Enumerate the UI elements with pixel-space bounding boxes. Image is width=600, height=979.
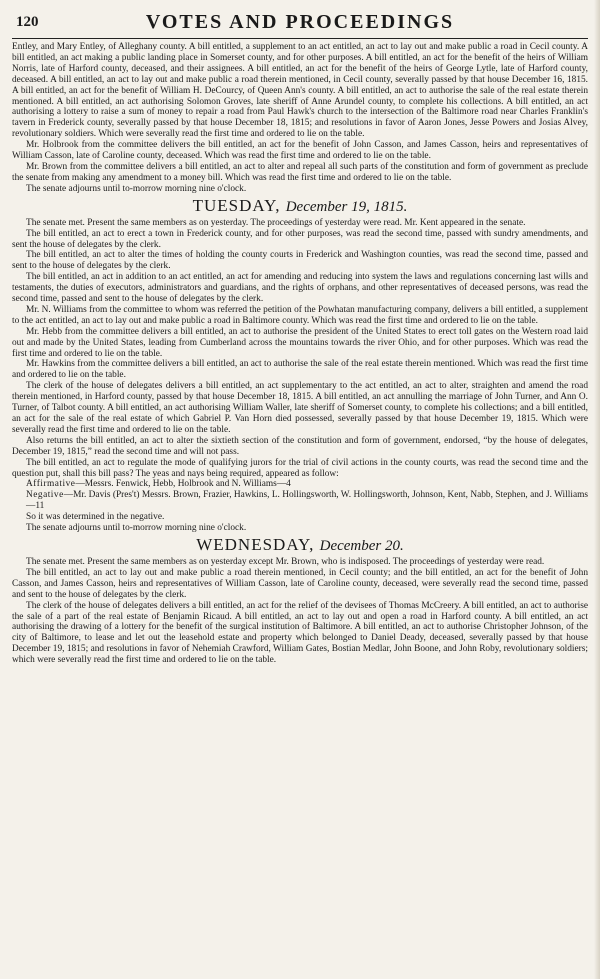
- page-header: [12, 8, 588, 39]
- paragraph: So it was determined in the negative.: [26, 512, 165, 523]
- paragraph: The bill entitled, an act to alter the times of holding the county courts in Frederick and Washington counties, was read the second time, passed and sent to the house of delegates by the clerk.: [12, 250, 588, 272]
- paragraph: The bill entitled, an act to erect a town in Frederick county, and for other purposes, was read the second time, passed with sundry amendments, and sent the house of delegates by the clerk.: [12, 228, 588, 250]
- page-edge-shadow: [594, 0, 600, 979]
- day-name: TUESDAY,: [192, 195, 281, 215]
- page-number: 120: [16, 14, 39, 30]
- paragraph: Mr. Hebb from the committee delivers a bill entitled, an act to authorise the president of the United States to erect toll gates on the Western road laid out and made by the United States, leading from Cumberland across the mountains towards the river Ohio, and for other purposes. Which was read the first time and ordered to lie on the table.: [12, 326, 588, 359]
- vote-negative: [12, 490, 588, 512]
- paragraph: Also returns the bill entitled, an act to alter the sixtieth section of the constitution and form of government, endorsed, “by the house of delegates, December 19, 1815,” read the second time and will not pass.: [12, 435, 588, 457]
- document-page: [12, 8, 588, 971]
- paragraph: The bill entitled, an act to lay out and make public a road therein mentioned, in Cecil county; and the bill entitled, an act for the benefit of John Casson, and James Casson, heirs and representatives of William Casson, late of Caroline county, deceased, were severally read the second time, passed and sent to the house of delegates by the clerk.: [12, 567, 588, 600]
- vote-affirmative: [12, 479, 588, 490]
- paragraph: Entley, and Mary Entley, of Alleghany county. A bill entitled, a supplement to an act entitled, an act to lay out and make public a road in Cecil county. A bill entitled, an act making a public landing place in Somerset county, and for other purposes. A bill entitled, an act for the benefit of the heirs of William Norris, late of Harford county, deceased, and their assignees. A bill entitled, an act for the benefit of the heirs of George Lytle, late of Harford county, deceased. A bill entitled, an act to lay out and make public a road therein mentioned, in Cecil county, severally passed by that house December 16, 1815. A bill entitled, an act for the benefit of William H. DeCourcy, of Queen Ann's county. A bill entitled, an act to authorise the sale of the real estate therein mentioned. A bill entitled, an act authorising Solomon Groves, late sheriff of Anne Arundel county, to complete his collections. A bill entitled, an act authorising a lottery to raise a sum of money to repair a road from Paul Hawk's church to the intersection of the Baltimore road near Charles Franklin's tavern in Frederick county, severally passed by that house December 18, 1815; and resolutions in favor of Aaron Jones, Jesse Powers and Josias Alvey, revolutionary soldiers. Which were severally read the first time and ordered to lie on the table.: [12, 42, 588, 140]
- day-name: WEDNESDAY,: [196, 534, 315, 554]
- paragraph: Mr. Brown from the committee delivers a bill entitled, an act to alter and repeal all such parts of the constitution and form of government as preclude the senate from making any amendment to a money bill. Which was read the first time and ordered to lie on the table.: [12, 161, 588, 183]
- vote-label: Negative: [26, 490, 64, 501]
- paragraph: The clerk of the house of delegates delivers a bill entitled, an act for the relief of the devisees of Thomas McCreery. A bill entitled, an act to authorise the sale of a part of the real estate of Benjamin Ricaud. A bill entitled, an act to lay out and open a road in Harford county. A bill entitled, an act authorising the drawing of a lottery for the benefit of the surgical institution of Baltimore. A bill entitled, an act to authorise Christopher Johnson, of the city of Baltimore, to lease and let out the leasehold estate and property which belonged to Daniel Deady, deceased, severally passed by that house December 19, 1815; and resolutions in favor of Nehemiah Crawford, William Gates, Bostian Medlar, John Boone, and John Roby, revolutionary soldiers; which were severally read the first time and ordered to lie on the table.: [12, 600, 588, 666]
- paragraph: The bill entitled, an act to regulate the mode of qualifying jurors for the trial of civil actions in the county courts, was read the second time and the question put, shall this bill pass? The yeas and nays being required, appeared as follow:: [12, 457, 588, 479]
- paragraph: Mr. Holbrook from the committee delivers the bill entitled, an act for the benefit of John Casson, and James Casson, heirs and representatives of William Casson, late of Caroline county, deceased. Which was read the first time and ordered to lie on the table.: [12, 140, 588, 162]
- vote-names: —Mr. Davis (Pres't) Messrs. Brown, Frazier, Hawkins, L. Hollingsworth, W. Hollingsworth, Johnson, Kent, Nabb, Stephen, and J. Williams—11: [26, 490, 588, 512]
- paragraph: Mr. Hawkins from the committee delivers a bill entitled, an act to authorise the sale of the real estate therein mentioned. Which was read the first time and ordered to lie on the table.: [12, 359, 588, 381]
- paragraph: The bill entitled, an act in addition to an act entitled, an act for amending and reducing into system the laws and regulations concerning last wills and testaments, the duties of executors, administrators and guardians, and the rights of orphans, and other representatives of deceased persons, was read the second time, passed and sent to the house of delegates by the clerk.: [12, 272, 588, 305]
- day-date: December 20.: [319, 537, 404, 554]
- paragraph: The senate met. Present the same members as on yesterday. The proceedings of yesterday were read. Mr. Kent appeared in the senate.: [26, 217, 526, 228]
- paragraph: The clerk of the house of delegates delivers a bill entitled, an act supplementary to the act entitled, an act to alter, straighten and amend the road therein mentioned, in Harford county, passed by that house December 18, 1815. A bill entitled, an act annulling the marriage of John Turner, and Ann O. Turner, of Talbot county. A bill entitled, an act authorising William Waller, late sheriff of Somerset county, to complete his collections; and a bill entitled, an act for the sale of the real estate of which Gabriel P. Van Horn died possessed, severally passed by that house December 19, 1815. Which were severally read the first time and ordered to lie on the table.: [12, 381, 588, 435]
- day-heading: [12, 535, 588, 556]
- paragraph: Mr. N. Williams from the committee to whom was referred the petition of the Powhatan manufacturing company, delivers a bill entitled, a supplement to the act entitled, an act to lay out and make public a road in Baltimore county. Which was read the first time and ordered to lie on the table.: [12, 304, 588, 326]
- day-heading: [12, 196, 588, 217]
- paragraph: The senate adjourns until to-morrow morning nine o'clock.: [26, 183, 247, 194]
- paragraph: The senate met. Present the same members as on yesterday except Mr. Brown, who is indisposed. The proceedings of yesterday were read.: [26, 556, 545, 567]
- running-head: VOTES AND PROCEEDINGS: [145, 11, 455, 33]
- day-date: December 19, 1815.: [285, 198, 408, 215]
- vote-label: Affirmative: [26, 479, 76, 490]
- vote-names: —Messrs. Fenwick, Hebb, Holbrook and N. Williams—4: [75, 479, 291, 490]
- document-body: [12, 42, 588, 666]
- paragraph: The senate adjourns until to-morrow morning nine o'clock.: [26, 523, 247, 534]
